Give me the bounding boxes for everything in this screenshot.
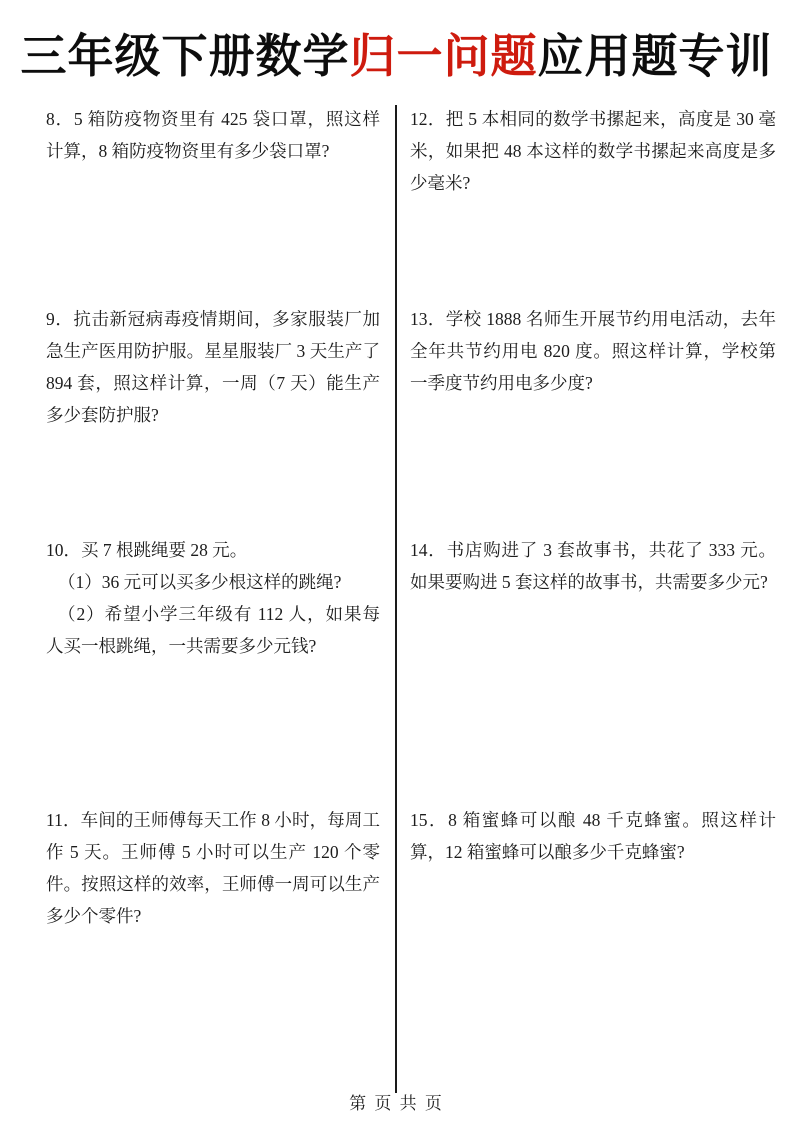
title-prefix: 三年级下册数学 <box>20 31 350 82</box>
question-12 <box>410 103 776 199</box>
worksheet-title <box>0 20 793 86</box>
question-text: 8．5 箱防疫物资里有 425 袋口罩，照这样计算，8 箱防疫物资里有多少袋口罩? <box>46 109 380 161</box>
question-10 <box>46 534 380 662</box>
question-text: 10．买 7 根跳绳要 28 元。 <box>46 540 248 560</box>
question-8 <box>46 103 380 167</box>
question-11 <box>46 804 380 932</box>
question-text: 12．把 5 本相同的数学书摞起来，高度是 30 毫米，如果把 48 本这样的数学书摞起来高度是多少毫米? <box>410 109 776 193</box>
question-text: 11．车间的王师傅每天工作 8 小时，每周工作 5 天。王师傅 5 小时可以生产 120 个零件。按照这样的效率，王师傅一周可以生产多少个零件? <box>46 810 380 926</box>
column-divider <box>395 105 397 1093</box>
question-text: 13．学校 1888 名师生开展节约用电活动，去年全年共节约用电 820 度。照这样计算，学校第一季度节约用电多少度? <box>410 309 776 393</box>
question-text: 9．抗击新冠病毒疫情期间，多家服装厂加急生产医用防护服。星星服装厂 3 天生产了 894 套，照这样计算，一周（7 天）能生产多少套防护服? <box>46 309 380 425</box>
question-text: 15．8 箱蜜蜂可以酿 48 千克蜂蜜。照这样计算，12 箱蜜蜂可以酿多少千克蜂蜜? <box>410 810 776 862</box>
question-subitem-2: （2）希望小学三年级有 112 人，如果每人买一根跳绳，一共需要多少元钱? <box>46 604 380 656</box>
question-13 <box>410 303 776 399</box>
page-number-label: 第 页 共 页 <box>349 1094 444 1113</box>
title-highlight: 归一问题 <box>349 31 538 82</box>
question-14 <box>410 534 776 598</box>
question-15 <box>410 804 776 868</box>
page-footer <box>0 1089 793 1114</box>
question-9 <box>46 303 380 431</box>
title-suffix: 应用题专训 <box>537 31 773 82</box>
question-text: 14．书店购进了 3 套故事书，共花了 333 元。如果要购进 5 套这样的故事书，共需要多少元? <box>410 540 776 592</box>
question-subitem-1: （1）36 元可以买多少根这样的跳绳? <box>58 572 342 592</box>
